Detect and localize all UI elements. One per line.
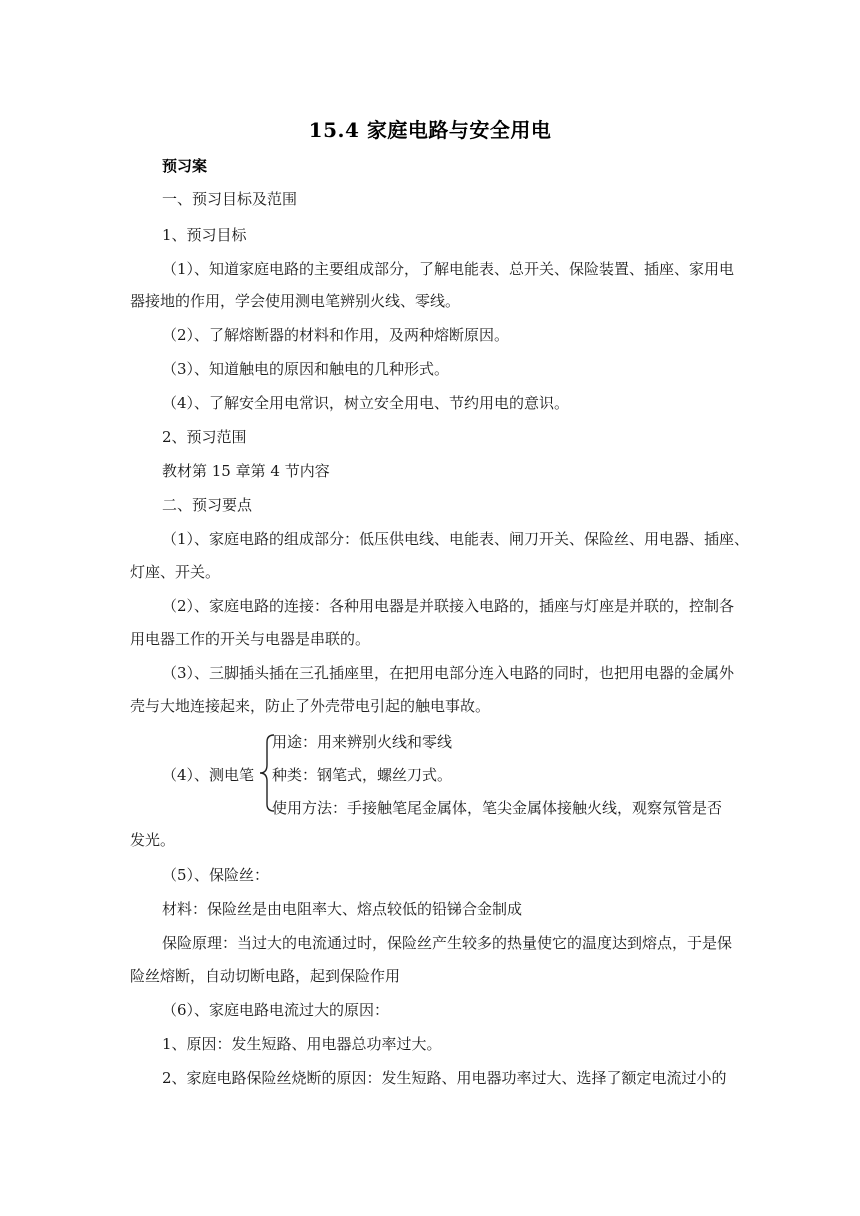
objective-1-line2: 器接地的作用，学会使用测电笔辨别火线、零线。 [130, 292, 461, 310]
point-1-line2: 灯座、开关。 [130, 563, 221, 581]
objective-1-line1: （1）、知道家庭电路的主要组成部分，了解电能表、总开关、保险装置、插座、家用电 [162, 260, 735, 278]
point-5-fuse: （5）、保险丝： [162, 866, 270, 884]
test-pen-method-line2: 发光。 [130, 831, 176, 849]
fuse-material: 材料：保险丝是由电阻率大、熔点较低的铅锑合金制成 [162, 900, 523, 918]
point-2-line1: （2）、家庭电路的连接：各种用电器是并联接入电路的，插座与灯座是并联的，控制各 [162, 597, 735, 615]
objective-3: （3）、知道触电的原因和触电的几种形式。 [162, 360, 450, 378]
heading-scope: 2、预习范围 [162, 428, 247, 446]
objective-2: （2）、了解熔断器的材料和作用，及两种熔断原因。 [162, 326, 510, 344]
test-pen-use: 用途：用来辨别火线和零线 [272, 733, 453, 751]
test-pen-method-line1: 使用方法：手接触笔尾金属体，笔尖金属体接触火线，观察氖管是否 [272, 799, 723, 817]
overcurrent-cause: 1、原因：发生短路、用电器总功率过大。 [162, 1035, 442, 1053]
scope-text: 教材第 15 章第 4 节内容 [162, 462, 330, 480]
document-title: 15.4 家庭电路与安全用电 [308, 118, 552, 142]
fuse-blown-cause: 2、家庭电路保险丝烧断的原因：发生短路、用电器功率过大、选择了额定电流过小的 [162, 1069, 727, 1087]
point-3-line2: 壳与大地连接起来，防止了外壳带电引起的触电事故。 [130, 697, 491, 715]
heading-objectives: 1、预习目标 [162, 226, 247, 244]
fuse-principle-line1: 保险原理：当过大的电流通过时，保险丝产生较多的热量使它的温度达到熔点，于是保 [162, 934, 733, 952]
point-6-overcurrent: （6）、家庭电路电流过大的原因： [162, 1001, 390, 1019]
heading-objectives-scope: 一、预习目标及范围 [162, 190, 298, 208]
section-label: 预习案 [162, 157, 208, 175]
point-2-line2: 用电器工作的开关与电器是串联的。 [130, 630, 371, 648]
fuse-principle-line2: 险丝熔断，自动切断电路，起到保险作用 [130, 967, 401, 985]
point-3-line1: （3）、三脚插头插在三孔插座里，在把用电部分连入电路的同时，也把用电器的金属外 [162, 664, 735, 682]
test-pen-label: （4）、测电笔 [162, 766, 255, 784]
test-pen-types: 种类：钢笔式，螺丝刀式。 [272, 766, 453, 784]
objective-4: （4）、了解安全用电常识，树立安全用电、节约用电的意识。 [162, 394, 570, 412]
heading-key-points: 二、预习要点 [162, 496, 253, 514]
point-1-line1: （1）、家庭电路的组成部分：低压供电线、电能表、闸刀开关、保险丝、用电器、插座、 [162, 530, 750, 548]
